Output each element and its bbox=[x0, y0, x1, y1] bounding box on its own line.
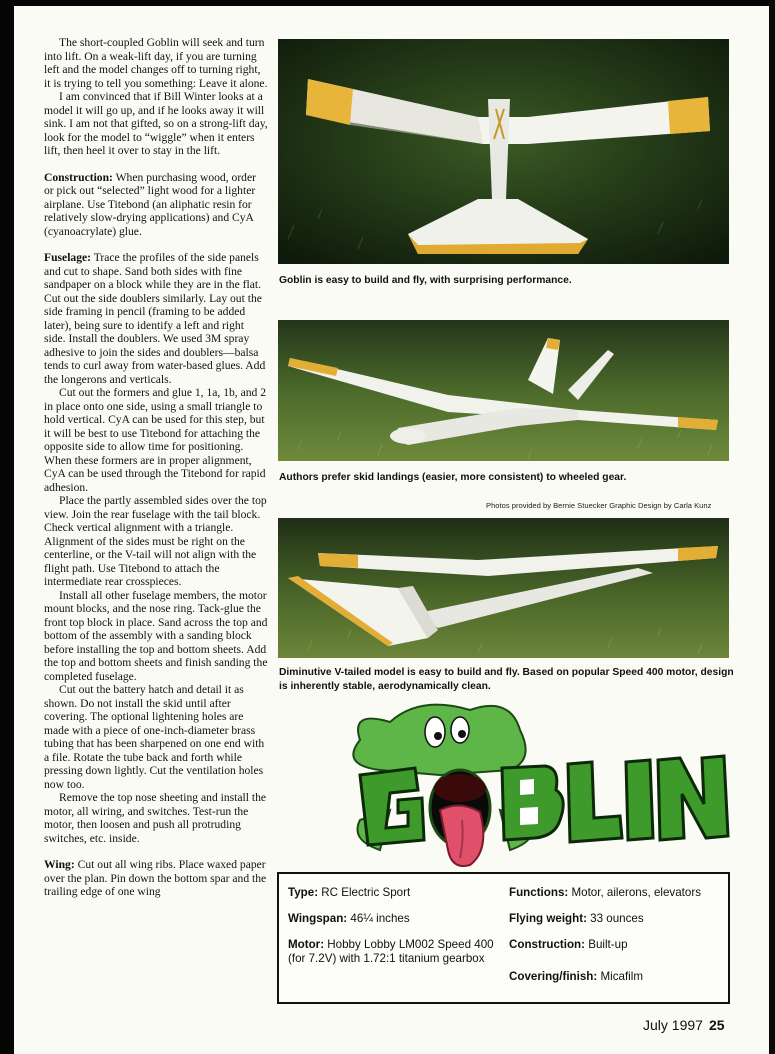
section-heading-construction: Construction: bbox=[44, 170, 113, 184]
paragraph-body: When purchasing wood, order or pick out “selected” light wood for a lighter airplane. Use Titebond (an aliphatic resin for relatively slow-drying applications) and CyA (cyanoacrylate) glue. bbox=[44, 170, 256, 238]
spec-label: Functions: bbox=[509, 886, 569, 899]
page-edge-top bbox=[0, 0, 775, 6]
photo-graphic bbox=[278, 320, 729, 461]
spec-label: Flying weight: bbox=[509, 912, 587, 925]
spec-label: Wingspan: bbox=[288, 912, 348, 925]
paragraph: The short-coupled Goblin will seek and turn into lift. On a weak-lift day, if you are turning left and the model changes off to turning right, it is trying to tell you something: Leave it alone. bbox=[44, 36, 268, 90]
spec-value: Built-up bbox=[585, 938, 628, 951]
photo-goblin-side-view bbox=[278, 320, 729, 461]
spec-label: Type: bbox=[288, 886, 319, 899]
paragraph-body: Cut out all wing ribs. Place waxed paper over the plan. Pin down the bottom spar and the trailing edge of one wing bbox=[44, 858, 267, 898]
paragraph: I am convinced that if Bill Winter looks at a model it will go up, and if he looks away it will sink. I am not that gifted, so on a strong-lift day, look for the model to “wiggle” when it enters lift, then heel it over to stay in the lift. bbox=[44, 90, 268, 157]
paragraph bbox=[44, 858, 268, 899]
issue-date: July 1997 bbox=[643, 1017, 703, 1033]
photo-graphic bbox=[278, 39, 729, 264]
spec-value: 46¼ inches bbox=[347, 912, 410, 925]
paragraph bbox=[44, 251, 268, 386]
spec-value: Hobby Lobby LM002 Speed 400 (for 7.2V) with 1.72:1 titanium gearbox bbox=[288, 938, 494, 965]
paragraph bbox=[44, 171, 268, 239]
specifications-box bbox=[277, 872, 730, 1004]
page-number: 25 bbox=[708, 1017, 725, 1033]
paragraph: Cut out the battery hatch and detail it as shown. Do not install the skid until after covering. The optional lightening holes are made with a piece of one-inch-diameter brass tubing that has been sharpened on one end with a file. Rotate the tube back and forth while pressing down lightly. Cut the ventilation holes now too. bbox=[44, 683, 265, 791]
paragraph: Cut out the formers and glue 1, 1a, 1b, and 2 in place onto one side, using a small triangle to hold vertical. CyA can be used for this step, but it will be best to use Titebond for attaching the opposite side to allow time for positioning. When these formers are in proper alignment, CyA can be used through the Titebond for rapid adhesion. bbox=[44, 386, 267, 494]
photo-credits: Photos provided by Bernie Stuecker Graphic Design by Carla Kunz bbox=[486, 501, 712, 510]
spec-label: Construction: bbox=[509, 938, 585, 951]
goblin-logo bbox=[320, 700, 740, 870]
spec-label: Covering/finish: bbox=[509, 970, 598, 983]
spec-flying-weight bbox=[509, 912, 729, 926]
photo-goblin-top-view bbox=[278, 39, 729, 264]
spec-type bbox=[288, 886, 508, 900]
photo-goblin-vtail-view bbox=[278, 518, 729, 658]
photo-caption: Goblin is easy to build and fly, with surprising performance. bbox=[279, 275, 572, 286]
spec-wingspan bbox=[288, 912, 508, 926]
paragraph-body: Trace the profiles of the side panels and cut to shape. Sand both sides with fine sandpaper on a block while they are in the flat. Cut out the side doublers similarly. Lay out the side framing in pencil (framing to be added later), being sure to identify a left and right side. Install the doublers. We used 3M spray adhesive to join the sides and doublers—balsa tends to curl away from water-based glues. Add the longerons and verticals. bbox=[44, 251, 266, 386]
section-heading-fuselage: Fuselage: bbox=[44, 251, 92, 264]
spec-value: Micafilm bbox=[597, 970, 643, 983]
photo-caption: Diminutive V-tailed model is easy to build and fly. Based on popular Speed 400 motor, design is inherently stable, aerodynamically clean. bbox=[279, 667, 734, 692]
spec-value: Motor, ailerons, elevators bbox=[568, 886, 701, 899]
photo-graphic bbox=[278, 518, 729, 658]
page-footer bbox=[643, 1017, 725, 1033]
page-edge-left bbox=[0, 0, 14, 1054]
photo-caption: Authors prefer skid landings (easier, more consistent) to wheeled gear. bbox=[279, 472, 627, 483]
section-heading-wing: Wing: bbox=[44, 858, 75, 871]
article-text-column bbox=[44, 36, 268, 899]
spec-motor bbox=[288, 938, 506, 966]
spec-value: 33 ounces bbox=[586, 912, 644, 925]
spec-functions bbox=[509, 886, 729, 900]
spec-label: Motor: bbox=[288, 938, 325, 951]
paragraph: Place the partly assembled sides over the top view. Join the rear fuselage with the tail block. Check vertical alignment with a triangle. Alignment of the sides must be right on the centerline, or the V-tail will not align with the flight path. Use Titebond to attach the intermediate rear crosspieces. bbox=[44, 494, 267, 588]
goblin-logo-graphic bbox=[320, 700, 740, 870]
spec-value: RC Electric Sport bbox=[318, 886, 411, 899]
page-edge-right bbox=[769, 0, 775, 1054]
spec-construction bbox=[509, 938, 729, 952]
paragraph: Install all other fuselage members, the motor mount blocks, and the nose ring. Tack-glue the front top block in place. Sand across the top and bottom of the assembly with a sanding block before installing the top and bottom sheets. Add the top and bottom sheets and finish sanding the completed fuselage. bbox=[44, 588, 268, 683]
spec-covering bbox=[509, 970, 729, 984]
paragraph: Remove the top nose sheeting and install the motor, all wiring, and switches. Test-run the motor, then loosen and push all protruding switches, etc. inside. bbox=[44, 791, 267, 845]
